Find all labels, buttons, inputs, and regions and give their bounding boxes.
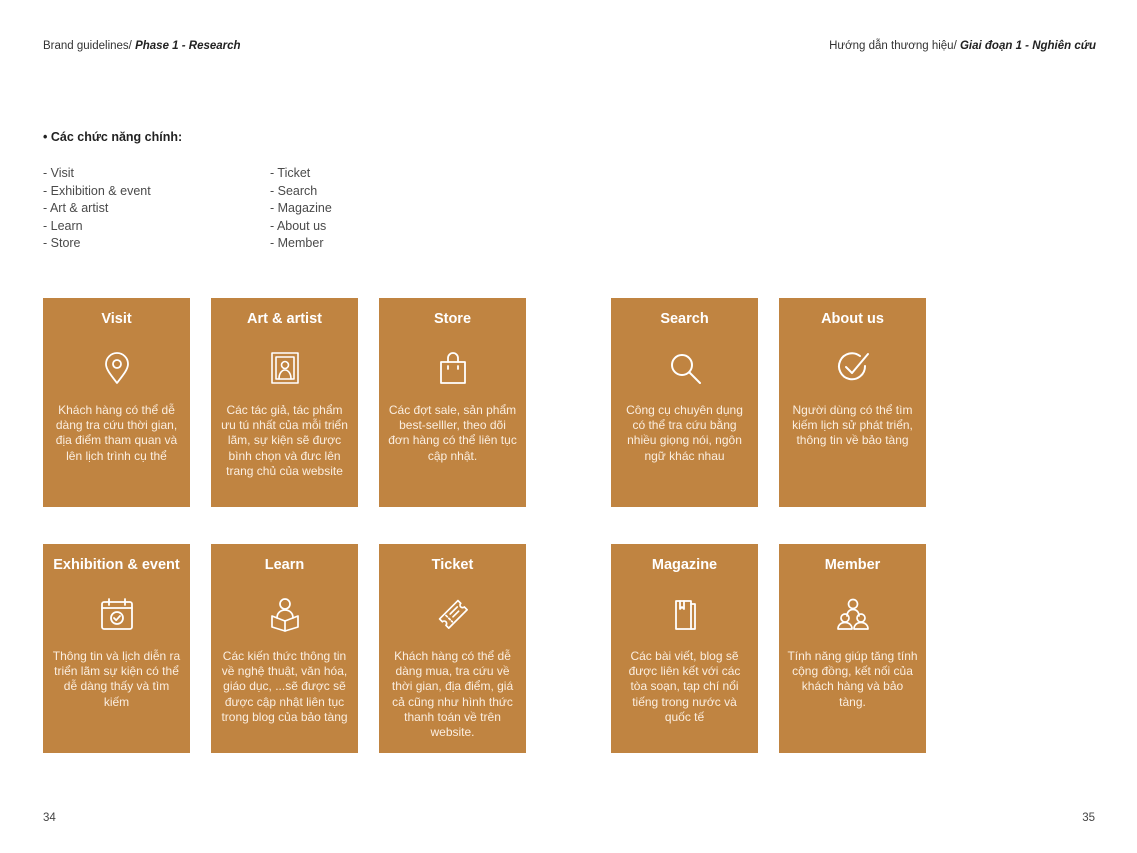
function-list-left <box>43 165 151 253</box>
list-item: - About us <box>270 218 327 233</box>
card-magazine <box>611 544 758 753</box>
page-number-right: 35 <box>1082 812 1095 824</box>
header-left <box>43 40 241 52</box>
header-right <box>829 40 1096 52</box>
shopping-bag-icon <box>435 350 471 386</box>
list-item: - Member <box>270 236 324 250</box>
ticket-icon <box>435 596 471 632</box>
list-item: - Store <box>43 236 81 250</box>
card-description: Các bài viết, blog sẽ được liên kết với các tòa soạn, tạp chí nổi tiếng trong nước và quốc tế <box>628 649 741 724</box>
card-description: Các tác giả, tác phẩm ưu tú nhất của mỗi triển lãm, sự kiện sẽ được bình chọn và đưc lên trang chủ của website <box>221 403 348 478</box>
card-about-us <box>779 298 926 507</box>
card-description: Người dùng có thể tìm kiếm lịch sử phát triển, thông tin về bảo tàng <box>792 403 913 448</box>
card-description: Khách hàng có thể dễ dàng mua, tra cứu về thời gian, địa điểm, giá cả cũng như hình thức thanh toán về trên website. <box>391 649 514 740</box>
card-art-artist <box>211 298 358 507</box>
card-title: Magazine <box>651 557 718 573</box>
list-item: - Magazine <box>270 201 332 215</box>
card-description: Công cụ chuyên dụng có thể tra cứu bằng nhiều giọng nói, ngôn ngữ khác nhau <box>626 403 743 463</box>
card-search <box>611 298 758 507</box>
card-title: Visit <box>101 311 132 327</box>
section-title: • Các chức năng chính: <box>43 130 183 144</box>
header-left-prefix: Brand guidelines/ <box>43 40 132 52</box>
card-member <box>779 544 926 753</box>
reader-icon <box>267 596 303 632</box>
card-description: Các kiến thức thông tin về nghệ thuật, văn hóa, giáo dục, ...sẽ được sẽ được cập nhật liên tục trong blog của bảo tàng <box>221 649 348 724</box>
header-left-phase: Phase 1 - Research <box>135 40 241 52</box>
card-description: Tính năng giúp tăng tính cộng đồng, kết nối của khách hàng và bảo tàng. <box>787 649 918 709</box>
card-learn <box>211 544 358 753</box>
list-item: - Exhibition & event <box>43 183 151 198</box>
card-title: Exhibition & event <box>53 557 180 573</box>
page-number-left: 34 <box>43 812 56 824</box>
portrait-icon <box>267 350 303 386</box>
card-store <box>379 298 526 507</box>
map-pin-icon <box>99 350 135 386</box>
header-right-phase: Giai đoạn 1 - Nghiên cứu <box>959 40 1096 52</box>
card-exhibition-event <box>43 544 190 753</box>
list-item: - Search <box>270 183 318 198</box>
magazine-icon <box>667 596 703 632</box>
card-visit <box>43 298 190 507</box>
card-title: Member <box>824 557 881 573</box>
card-title: Ticket <box>431 557 474 573</box>
check-circle-icon <box>835 350 871 386</box>
card-title: Search <box>660 311 709 327</box>
card-title: About us <box>821 311 884 327</box>
list-item: - Art & artist <box>43 201 109 215</box>
card-title: Art & artist <box>247 311 322 327</box>
calendar-icon <box>99 596 135 632</box>
card-title: Store <box>433 311 472 327</box>
function-list-right <box>270 165 332 253</box>
card-title: Learn <box>264 557 305 573</box>
card-description: Các đợt sale, sản phẩm best-selller, theo dõi đơn hàng có thể liên tục cập nhật. <box>388 403 517 463</box>
list-item: - Ticket <box>270 166 311 180</box>
header-right-prefix: Hướng dẫn thương hiệu/ <box>829 40 957 52</box>
search-icon <box>667 350 703 386</box>
card-ticket <box>379 544 526 753</box>
card-description: Thông tin và lịch diễn ra triển lãm sự kiện có thể dễ dàng thấy và tìm kiếm <box>52 649 181 709</box>
list-item: - Learn <box>43 218 83 233</box>
community-icon <box>835 596 871 632</box>
list-item: - Visit <box>43 166 75 180</box>
card-description: Khách hàng có thể dễ dàng tra cứu thời gian, địa điểm tham quan và lên lịch trình cụ thể <box>55 403 178 463</box>
